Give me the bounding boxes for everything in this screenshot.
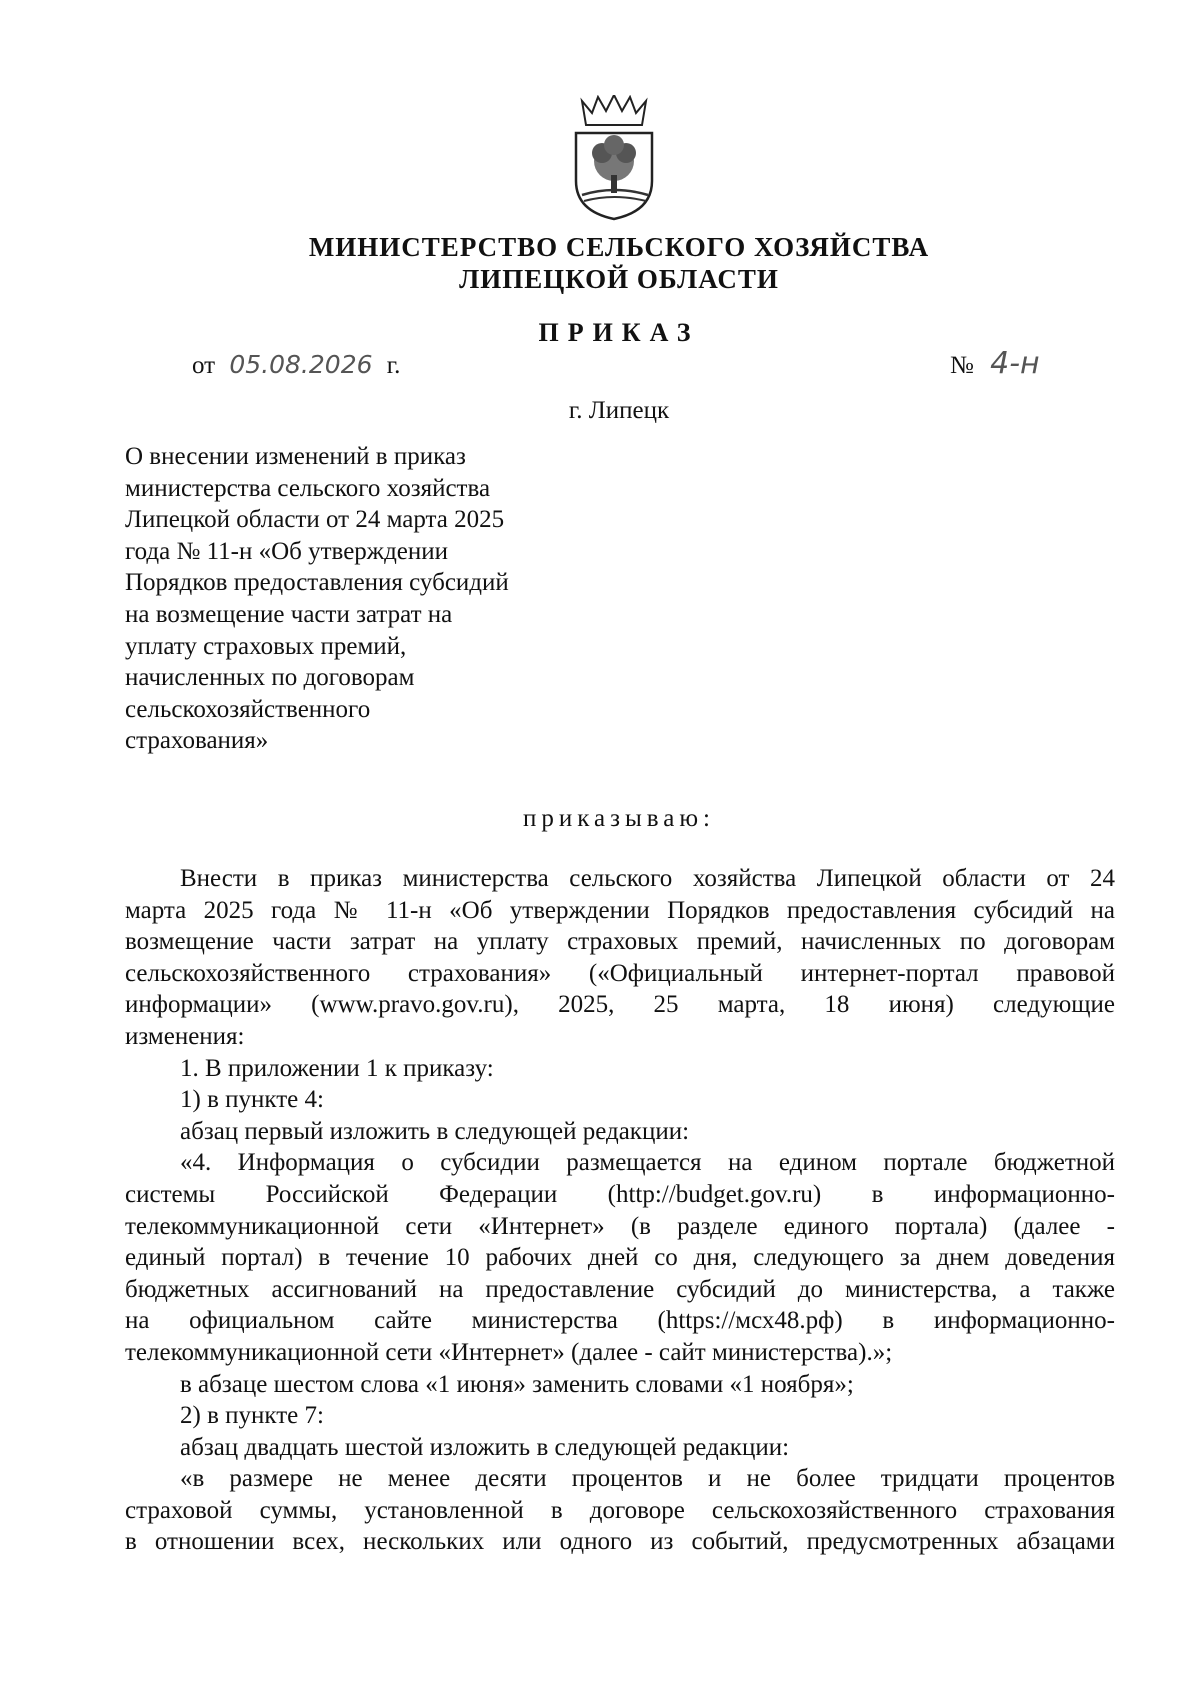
body-line: страховой суммы, установленной в договоре сельскохозяйственного страхования [125, 1496, 1115, 1524]
body-paragraph: абзац первый изложить в следующей редакции: [180, 1117, 690, 1145]
date-prefix: от [192, 352, 216, 379]
body-line: бюджетных ассигнований на предоставление субсидий до министерства, а также [125, 1275, 1115, 1303]
subject-line: министерства сельского хозяйства [125, 474, 491, 502]
coat-of-arms-emblem [570, 95, 658, 223]
ministry-name-line1: МИНИСТЕРСТВО СЕЛЬСКОГО ХОЗЯЙСТВА [308, 232, 930, 262]
body-line: Внести в приказ министерства сельского хозяйства Липецкой области от 24 [180, 865, 1115, 892]
subject-line: Порядков предоставления субсидий [125, 569, 509, 597]
subject-line: страхования» [125, 727, 269, 755]
body-line: в отношении всех, нескольких или одного из событий, предусмотренных абзацами [125, 1528, 1115, 1556]
body-line: марта 2025 года № 11-н «Об утверждении Порядков предоставления субсидий на [125, 896, 1115, 924]
body-line: «в размере не менее десяти процентов и не более тридцати процентов [180, 1465, 1115, 1493]
body-line: изменения: [125, 1022, 245, 1050]
document-subject [125, 441, 585, 757]
document-type: ПРИКАЗ [538, 318, 700, 347]
body-line: «4. Информация о субсидии размещается на едином портале бюджетной [180, 1149, 1115, 1177]
subject-line: уплату страховых премий, [125, 632, 407, 660]
number-prefix: № [950, 352, 974, 379]
subject-line: сельскохозяйственного [125, 695, 371, 723]
subject-line: начисленных по договорам [125, 664, 415, 692]
date-value: 05.08.2026 [229, 350, 373, 379]
subject-line: на возмещение части затрат на [125, 600, 453, 628]
subject-line: Липецкой области от 24 марта 2025 [125, 506, 505, 534]
order-word: приказываю: [523, 805, 715, 832]
number-value: 4-н [990, 346, 1040, 381]
body-paragraph: 2) в пункте 7: [180, 1402, 324, 1430]
city: г. Липецк [568, 397, 670, 424]
ministry-name-line2: ЛИПЕЦКОЙ ОБЛАСТИ [459, 264, 779, 294]
subject-line: О внесении изменений в приказ [125, 443, 466, 470]
document-body [125, 863, 1115, 1558]
body-paragraph: абзац двадцать шестой изложить в следующей редакции: [180, 1433, 790, 1461]
body-line: возмещение части затрат на уплату страховых премий, начисленных по договорам [125, 928, 1115, 956]
body-paragraph: в абзаце шестом слова «1 июня» заменить словами «1 ноября»; [180, 1370, 854, 1398]
date-suffix: г. [386, 352, 401, 379]
body-line: сельскохозяйственного страхования» («Официальный интернет-портал правовой [125, 959, 1115, 987]
body-line: телекоммуникационной сети «Интернет» (в разделе единого портала) (далее - [125, 1212, 1115, 1240]
body-line: единый портал) в течение 10 рабочих дней со дня, следующего за днем доведения [125, 1244, 1115, 1272]
date-line [192, 350, 400, 380]
number-line [950, 346, 1040, 381]
body-line: информации» (www.pravo.gov.ru), 2025, 25 марта, 18 июня) следующие [125, 991, 1115, 1019]
subject-line: года № 11-н «Об утверждении [125, 537, 449, 565]
body-line: на официальном сайте министерства (https://мсх48.рф) в информационно- [125, 1307, 1115, 1335]
body-paragraph: 1) в пункте 4: [180, 1086, 324, 1114]
body-line: телекоммуникационной сети «Интернет» (далее - сайт министерства).»; [125, 1338, 893, 1366]
body-line: системы Российской Федерации (http://budget.gov.ru) в информационно- [125, 1180, 1115, 1208]
body-paragraph: 1. В приложении 1 к приказу: [180, 1054, 494, 1082]
